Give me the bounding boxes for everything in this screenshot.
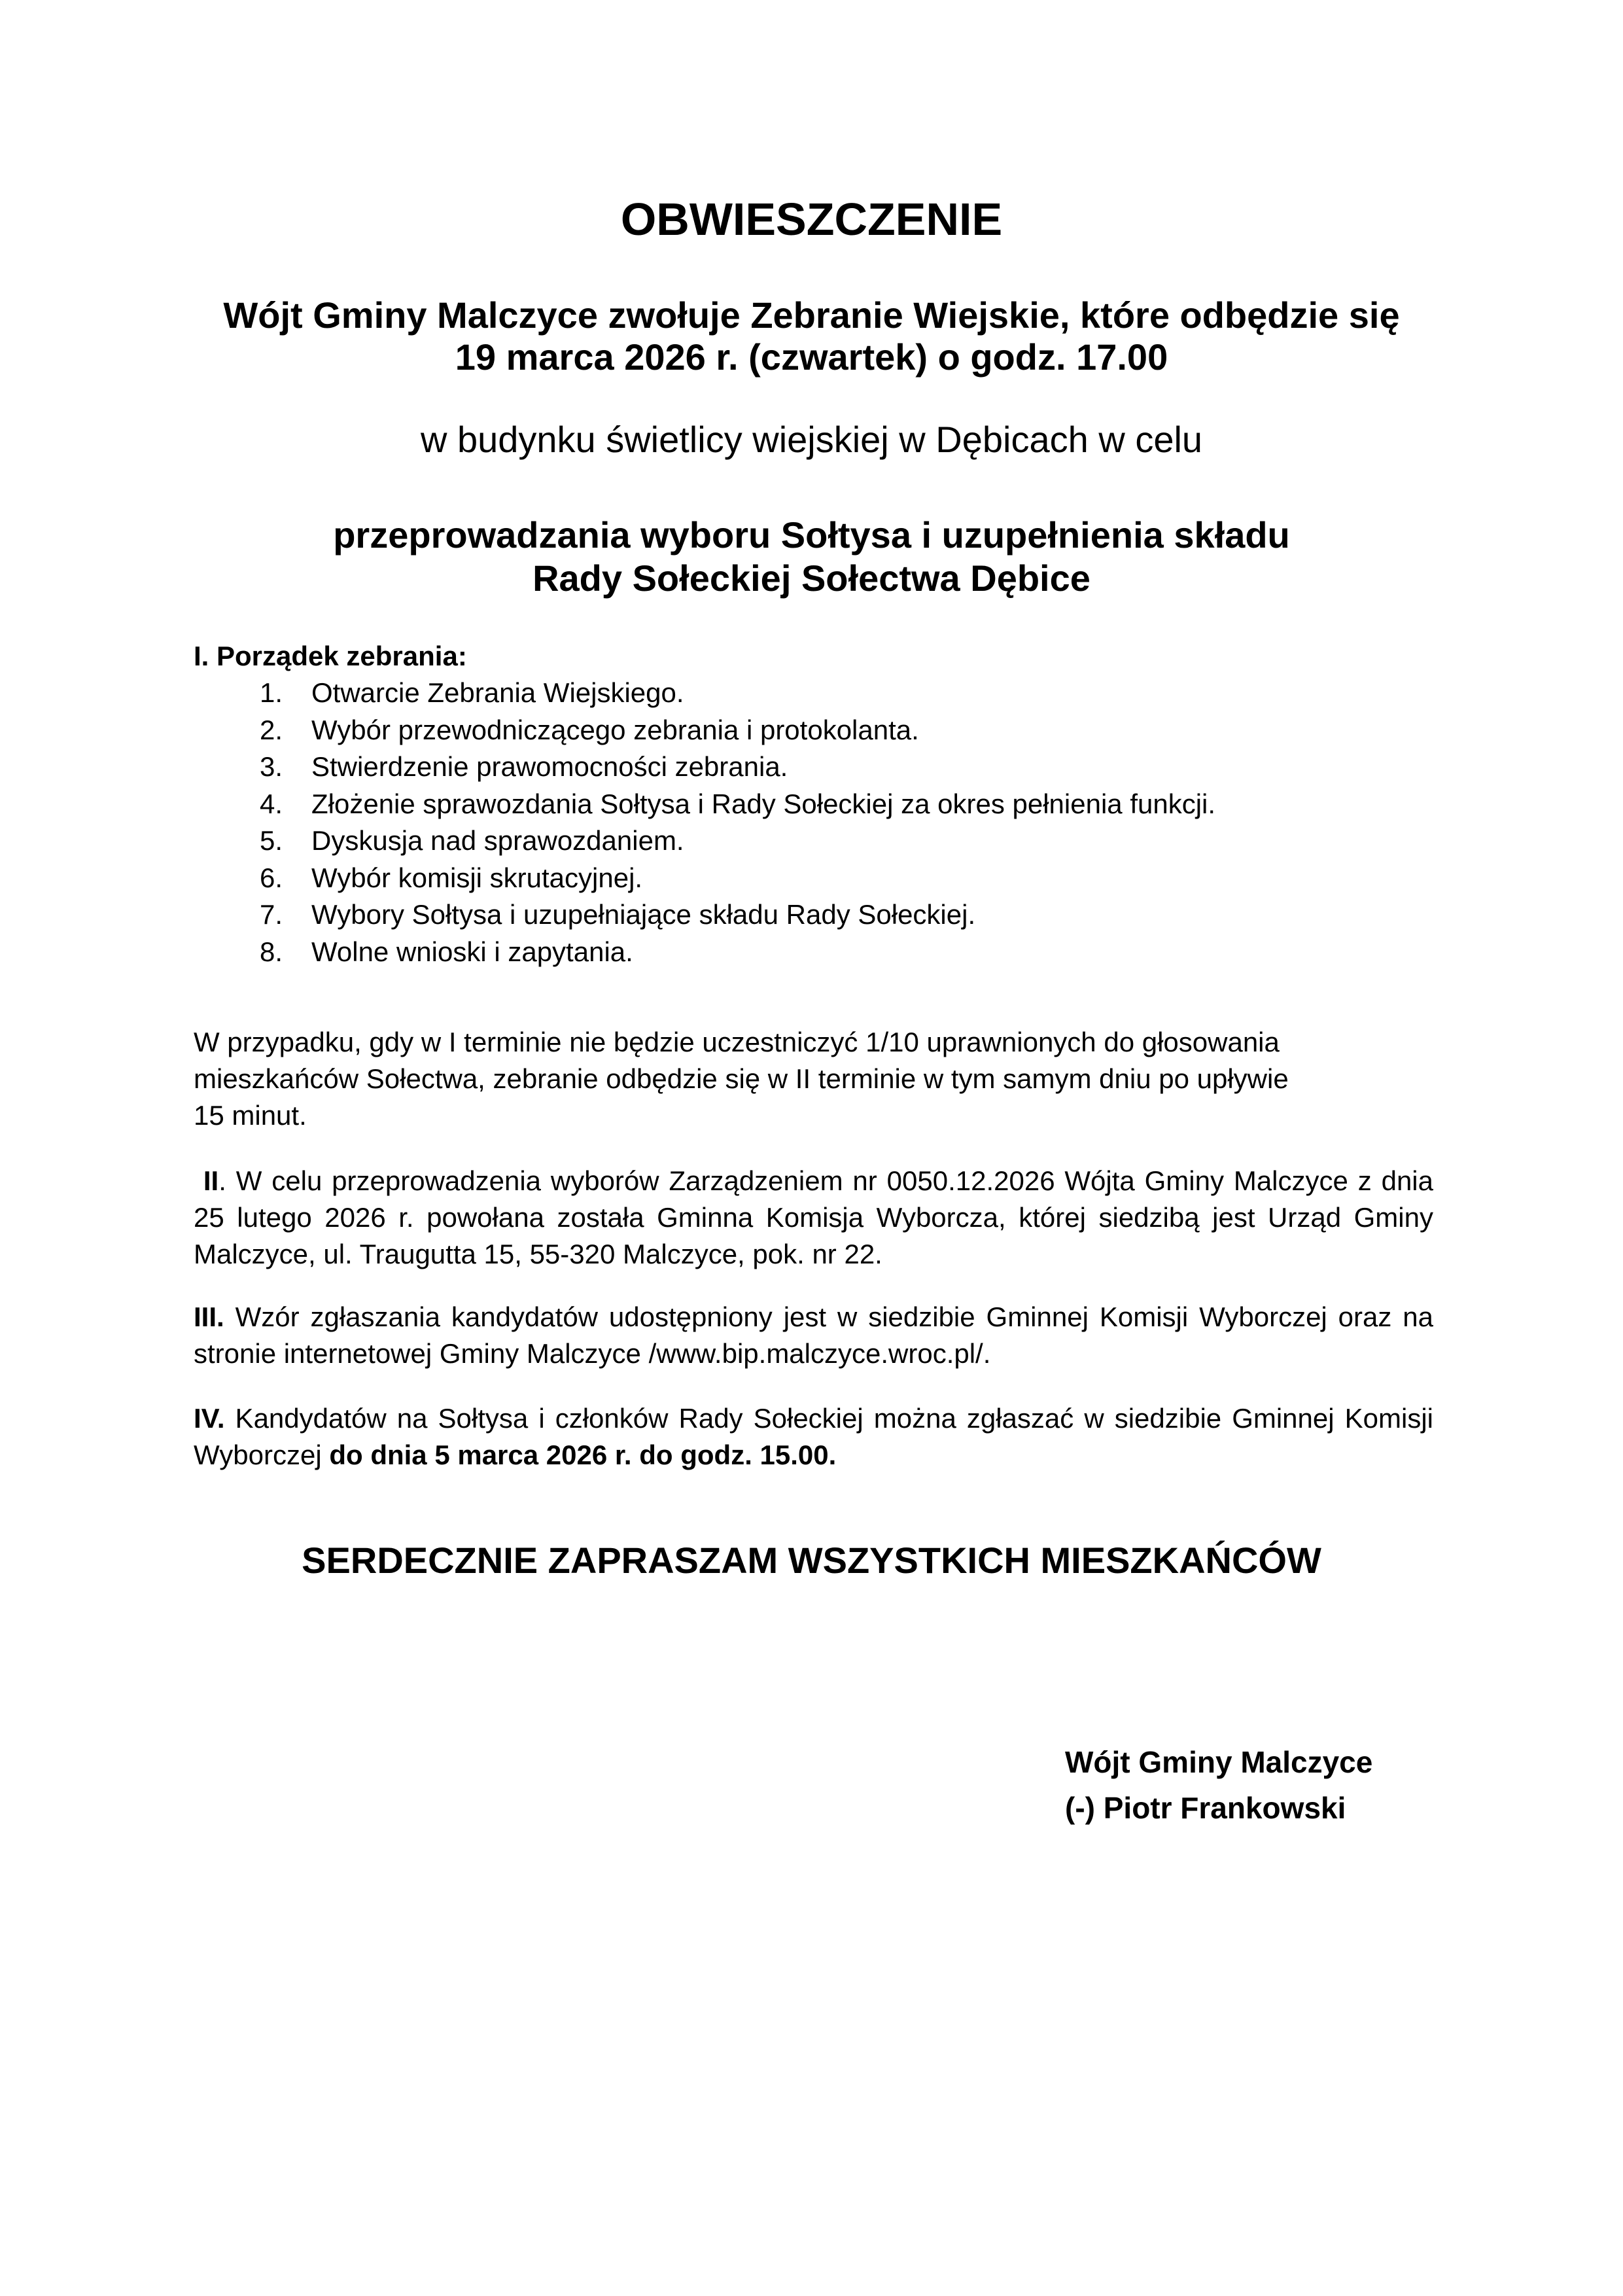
section-two-paragraph: [194, 1163, 1433, 1273]
agenda-item-number: 2.: [260, 714, 283, 745]
signature-name: (-) Piotr Frankowski: [1065, 1791, 1346, 1825]
quorum-paragraph: [194, 1024, 1433, 1134]
document-title: OBWIESZCZENIE: [620, 194, 1003, 245]
agenda-item-number: 8.: [260, 936, 283, 967]
quorum-line-2: mieszkańców Sołectwa, zebranie odbędzie się w II terminie w tym samym dniu po upływie: [194, 1063, 1289, 1094]
section-two-label: II: [203, 1165, 219, 1196]
agenda-item-number: 6.: [260, 862, 283, 893]
meeting-purpose: [0, 514, 1623, 600]
announcement-line-1: Wójt Gminy Malczyce zwołuje Zebranie Wiejskie, które odbędzie się: [223, 294, 1400, 336]
agenda-item-text: Wybór przewodniczącego zebrania i protokolanta.: [311, 714, 919, 745]
agenda-item-text: Dyskusja nad sprawozdaniem.: [311, 825, 684, 856]
invitation-heading: SERDECZNIE ZAPRASZAM WSZYSTKICH MIESZKAŃCÓW: [302, 1540, 1321, 1581]
section-two-text: . W celu przeprowadzenia wyborów Zarządzeniem nr 0050.12.2026 Wójta Gminy Malczyce z dnia 25 lutego 2026 r. powołana została Gminna Komisja Wyborcza, której siedzibą jest Urząd Gminy Malczyce, ul. Traugutta 15, 55-320 Malczyce, pok. nr 22.: [194, 1165, 1434, 1269]
purpose-line-1: przeprowadzania wyboru Sołtysa i uzupełnienia składu: [333, 514, 1290, 556]
agenda-item: [194, 786, 1433, 823]
agenda-item: [194, 822, 1433, 860]
agenda-heading: I. Porządek zebrania:: [194, 641, 467, 671]
agenda-item: [194, 675, 1433, 712]
signature-role: Wójt Gminy Malczyce: [1065, 1745, 1373, 1779]
agenda-item: [194, 860, 1433, 897]
agenda-item: [194, 896, 1433, 934]
section-four-deadline: do dnia 5 marca 2026 r. do godz. 15.00.: [329, 1439, 837, 1470]
agenda-item-number: 3.: [260, 751, 283, 782]
agenda-item: [194, 934, 1433, 971]
agenda-item-text: Złożenie sprawozdania Sołtysa i Rady Sołeckiej za okres pełnienia funkcji.: [311, 788, 1216, 819]
agenda-item-text: Otwarcie Zebrania Wiejskiego.: [311, 677, 684, 708]
meeting-location: w budynku świetlicy wiejskiej w Dębicach w celu: [420, 419, 1203, 460]
section-three-label: III.: [194, 1301, 224, 1332]
purpose-line-2: Rady Sołeckiej Sołectwa Dębice: [532, 557, 1091, 599]
quorum-line-3: 15 minut.: [194, 1100, 307, 1131]
agenda-item-number: 1.: [260, 677, 283, 708]
section-four-text: Kandydatów na Sołtysa i członków Rady Sołeckiej można zgłaszać w siedzibie Gminnej Komisji Wyborczej: [194, 1403, 1433, 1470]
agenda-list: [194, 675, 1433, 970]
section-three-paragraph: [194, 1299, 1433, 1372]
section-three-text: Wzór zgłaszania kandydatów udostępniony jest w siedzibie Gminnej Komisji Wyborczej oraz na stronie internetowej Gminy Malczyce /www.bip.malczyce.wroc.pl/.: [194, 1301, 1433, 1369]
agenda-item-text: Wybór komisji skrutacyjnej.: [311, 862, 643, 893]
section-four-paragraph: [194, 1400, 1433, 1474]
agenda-item-number: 5.: [260, 825, 283, 856]
announcement-line-2: 19 marca 2026 r. (czwartek) o godz. 17.00: [455, 336, 1168, 378]
agenda-item-text: Wybory Sołtysa i uzupełniające składu Rady Sołeckiej.: [311, 899, 976, 930]
quorum-line-1: W przypadku, gdy w I terminie nie będzie uczestniczyć 1/10 uprawnionych do głosowania: [194, 1027, 1280, 1057]
section-four-label: IV.: [194, 1403, 225, 1434]
agenda-item-text: Stwierdzenie prawomocności zebrania.: [311, 751, 788, 782]
agenda-item-number: 4.: [260, 788, 283, 819]
agenda-item: [194, 749, 1433, 786]
agenda-item-text: Wolne wnioski i zapytania.: [311, 936, 633, 967]
agenda-item-number: 7.: [260, 899, 283, 930]
meeting-announcement: [0, 294, 1623, 378]
signature-block: [1065, 1739, 1372, 1831]
agenda-item: [194, 712, 1433, 749]
